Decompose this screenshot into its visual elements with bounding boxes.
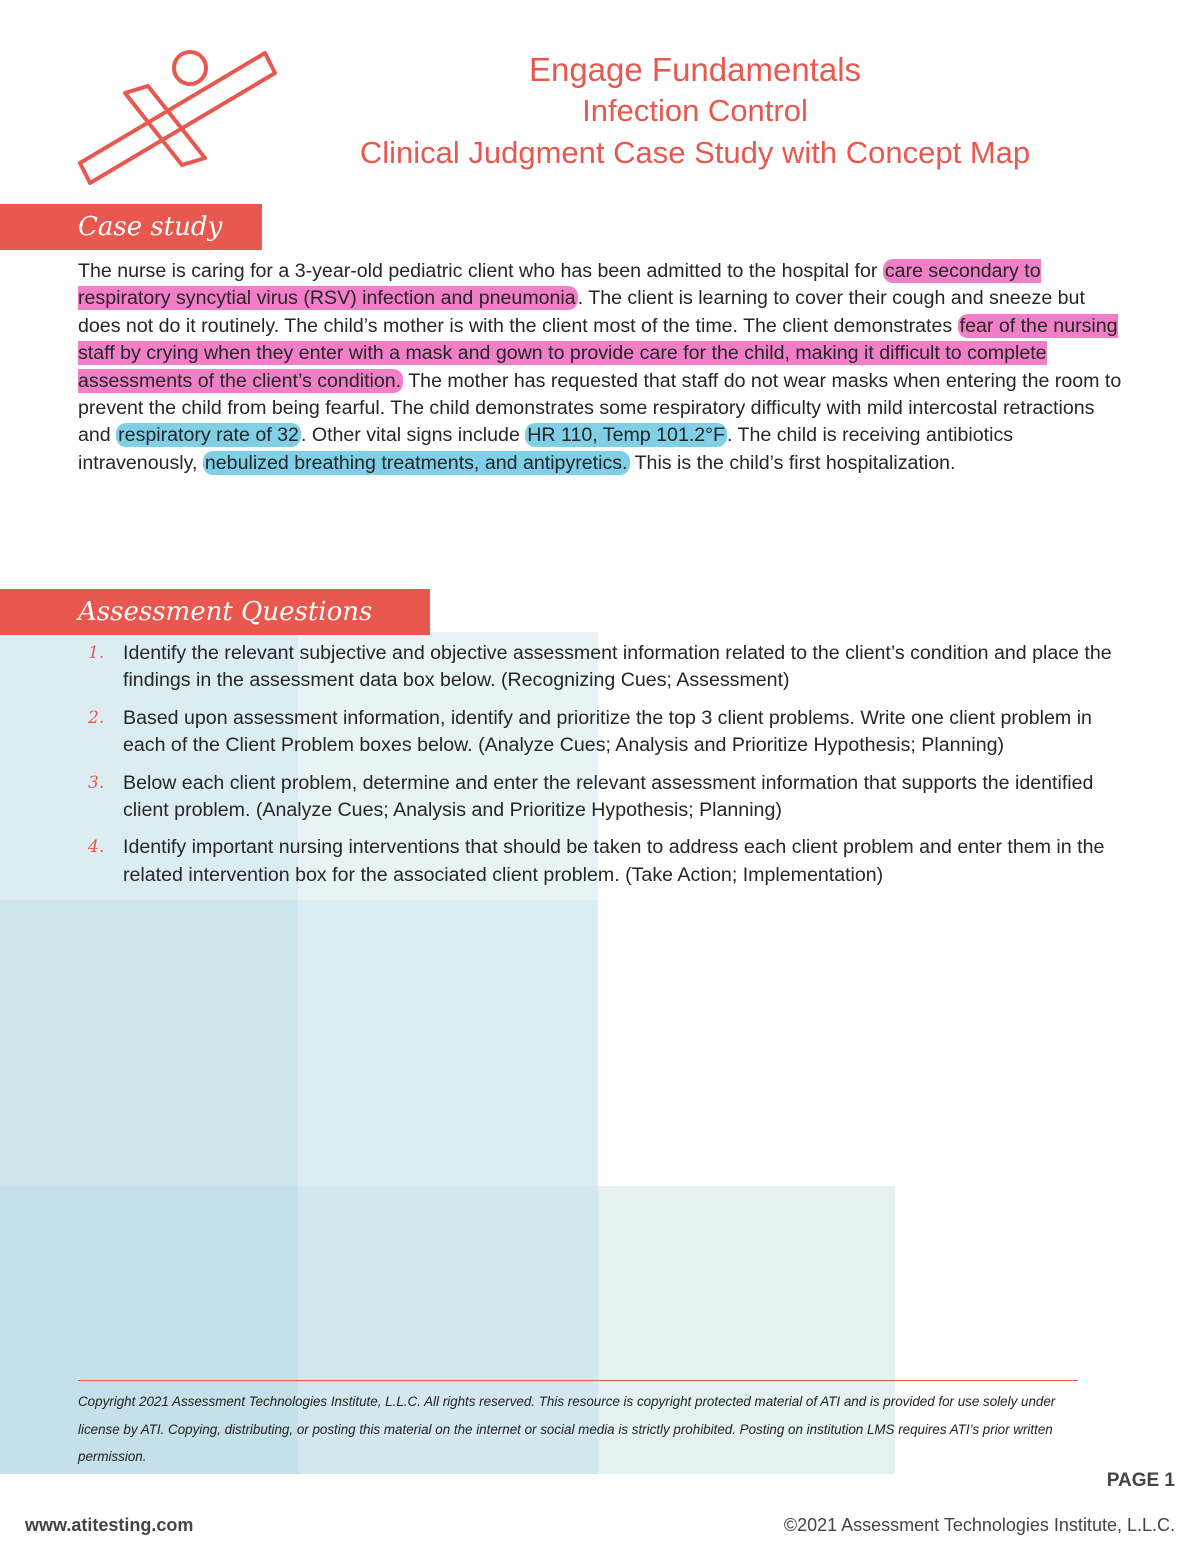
highlighted-text: fear of the nursing staff by crying when they enter with a mask and gown to provide care for the child, making it difficult to complete assessments of the client’s condition. bbox=[78, 314, 1118, 392]
website-link[interactable]: www.atitesting.com bbox=[25, 1515, 194, 1535]
assessment-question-list bbox=[78, 640, 1128, 899]
highlighted-text: HR 110, Temp 101.2°F bbox=[527, 424, 725, 447]
question-number: 4. bbox=[88, 837, 105, 858]
case-study-heading: Case study bbox=[0, 204, 262, 250]
highlighted-text: nebulized breathing treatments, and antipyretics. bbox=[204, 451, 628, 474]
question-text: Identify important nursing interventions that should be taken to address each client problem and enter them in the related intervention box for the associated client problem. (Take Action; Implementation) bbox=[123, 836, 1105, 886]
footer-divider bbox=[78, 1380, 1078, 1381]
case-text-segment: This is the child’s first hospitalization. bbox=[629, 451, 956, 474]
document-subtitle: Infection Control bbox=[582, 93, 808, 128]
rights-notice: ©2021 Assessment Technologies Institute, L.L.C. bbox=[783, 1515, 1175, 1535]
question-number: 3. bbox=[88, 772, 105, 793]
question-text: Based upon assessment information, identify and prioritize the top 3 client problems. Write one client problem in each of the Client Problem boxes below. (Analyze Cues; Analysis and Prioritize Hypothesis; Planning) bbox=[123, 706, 1092, 757]
assessment-question bbox=[78, 770, 1128, 825]
question-text: Identify the relevant subjective and objective assessment information related to the client’s condition and place the findings in the assessment data box below. (Recognizing Cues; Assessment) bbox=[123, 642, 1112, 692]
assessment-question bbox=[78, 640, 1128, 695]
case-text-segment: . The child is receiving antibiotics intravenously, bbox=[78, 424, 1014, 474]
assessment-question bbox=[78, 705, 1128, 760]
page-number: PAGE 1 bbox=[1106, 1470, 1175, 1491]
question-text: Below each client problem, determine and enter the relevant assessment information that supports the identified client problem. (Analyze Cues; Analysis and Prioritize Hypothesis; Planning) bbox=[123, 771, 1094, 822]
copyright-notice: Copyright 2021 Assessment Technologies Institute, L.L.C. All rights reserved. This resource is copyright protected material of ATI and is provided for use solely under license by ATI. Copying, distributing, or posting this material on the internet or social media is strictly prohibited. Posting on institution LMS requires ATI’s prior written permission. bbox=[78, 1394, 1056, 1464]
assessment-questions-heading: Assessment Questions bbox=[0, 589, 430, 635]
document-title: Engage Fundamentals bbox=[528, 51, 862, 88]
highlighted-text: respiratory rate of 32 bbox=[118, 424, 299, 447]
case-text-segment: The nurse is caring for a 3-year-old pediatric client who has been admitted to the hospital for bbox=[78, 260, 883, 282]
document-subtitle-2: Clinical Judgment Case Study with Concept Map bbox=[359, 135, 1031, 170]
assessment-question bbox=[78, 834, 1128, 889]
case-text-segment: . The client is learning to cover their cough and sneeze but does not do it routinely. The child’s mother is with the client most of the time. The client demonstrates bbox=[78, 287, 1085, 337]
highlighted-text: care secondary to respiratory syncytial virus (RSV) infection and pneumonia bbox=[78, 260, 1041, 310]
question-number: 1. bbox=[88, 643, 105, 663]
case-text-segment: . Other vital signs include bbox=[300, 424, 526, 447]
case-text-segment: The mother has requested that staff do not wear masks when entering the room to prevent the child from being fearful. The child demonstrates some respiratory difficulty with mild intercostal retractions and bbox=[78, 369, 1122, 447]
question-number: 2. bbox=[88, 707, 105, 728]
ati-figure-logo-icon bbox=[70, 38, 285, 188]
document-header bbox=[280, 50, 1110, 174]
case-study-text bbox=[78, 258, 1128, 477]
